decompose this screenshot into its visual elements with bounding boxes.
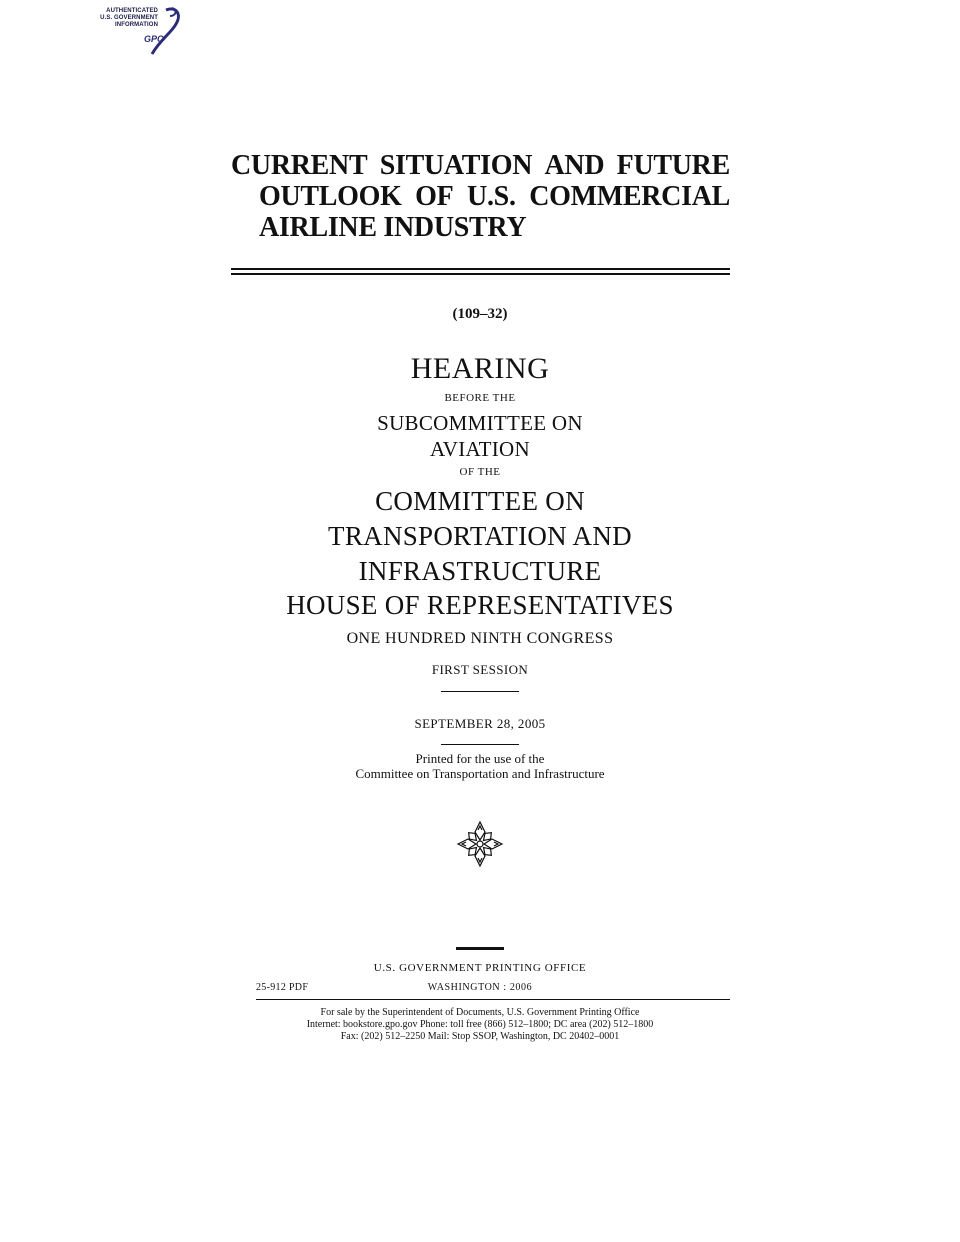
before-the: BEFORE THE	[444, 392, 516, 404]
house-of-representatives: HOUSE OF REPRESENTATIVES	[286, 590, 674, 620]
title-word: AIRLINE INDUSTRY	[259, 212, 527, 243]
title-rule-top	[231, 268, 730, 270]
title-word: CURRENT	[231, 150, 368, 181]
gpo-authentication-logo	[58, 4, 188, 60]
eagle-swoosh-icon	[146, 4, 186, 60]
title-line-1	[231, 150, 730, 181]
printed-line-1: Printed for the use of the	[415, 751, 545, 766]
title-word: SITUATION	[379, 150, 533, 181]
divider-short	[441, 744, 519, 745]
document-title	[231, 150, 730, 243]
title-rule-bottom	[231, 273, 730, 275]
subcommittee-line: SUBCOMMITTEE ON	[377, 411, 583, 435]
hearing-heading: HEARING	[410, 352, 550, 385]
footer-rule	[256, 999, 730, 1000]
printed-line-2: Committee on Transportation and Infrastructure	[355, 766, 605, 781]
logo-line-1: AUTHENTICATED	[106, 8, 158, 14]
title-line-2	[231, 181, 730, 212]
title-word: FUTURE	[616, 150, 730, 181]
footer-thick-rule	[456, 947, 504, 950]
logo-line-3: INFORMATION	[115, 22, 158, 28]
committee-line-1: COMMITTEE ON	[375, 486, 585, 516]
of-the: OF THE	[459, 466, 501, 478]
committee-line-3: INFRASTRUCTURE	[358, 556, 602, 586]
divider-short	[441, 691, 519, 692]
title-word: OUTLOOK	[259, 181, 402, 212]
hearing-date: SEPTEMBER 28, 2005	[414, 716, 546, 731]
session-line: FIRST SESSION	[431, 662, 529, 677]
sale-line-3: Fax: (202) 512–2250 Mail: Stop SSOP, Washington, DC 20402–0001	[340, 1031, 620, 1042]
city-year: WASHINGTON : 2006	[427, 982, 533, 993]
gpo-mark: GPO	[144, 34, 165, 44]
serial-number: (109–32)	[452, 306, 508, 322]
logo-line-2: U.S. GOVERNMENT	[100, 15, 158, 21]
printed-note	[180, 751, 780, 781]
pdf-code: 25-912 PDF	[256, 982, 309, 993]
title-word: COMMERCIAL	[529, 181, 730, 212]
sale-line-1: For sale by the Superintendent of Documents, U.S. Government Printing Office	[320, 1007, 640, 1018]
title-word: U.S.	[467, 181, 516, 212]
title-line-3	[231, 212, 730, 243]
title-word: OF	[415, 181, 454, 212]
sale-line-2: Internet: bookstore.gpo.gov Phone: toll free (866) 512–1800; DC area (202) 512–1800	[306, 1019, 654, 1030]
sale-info	[180, 1007, 780, 1043]
congress-line: ONE HUNDRED NINTH CONGRESS	[346, 630, 614, 647]
gpo-ornament-icon	[454, 818, 506, 870]
title-word: AND	[544, 150, 605, 181]
logo-text	[58, 8, 158, 29]
subcommittee-name: AVIATION	[429, 437, 530, 461]
committee-line-2: TRANSPORTATION AND	[328, 521, 632, 551]
printing-office: U.S. GOVERNMENT PRINTING OFFICE	[373, 962, 587, 974]
